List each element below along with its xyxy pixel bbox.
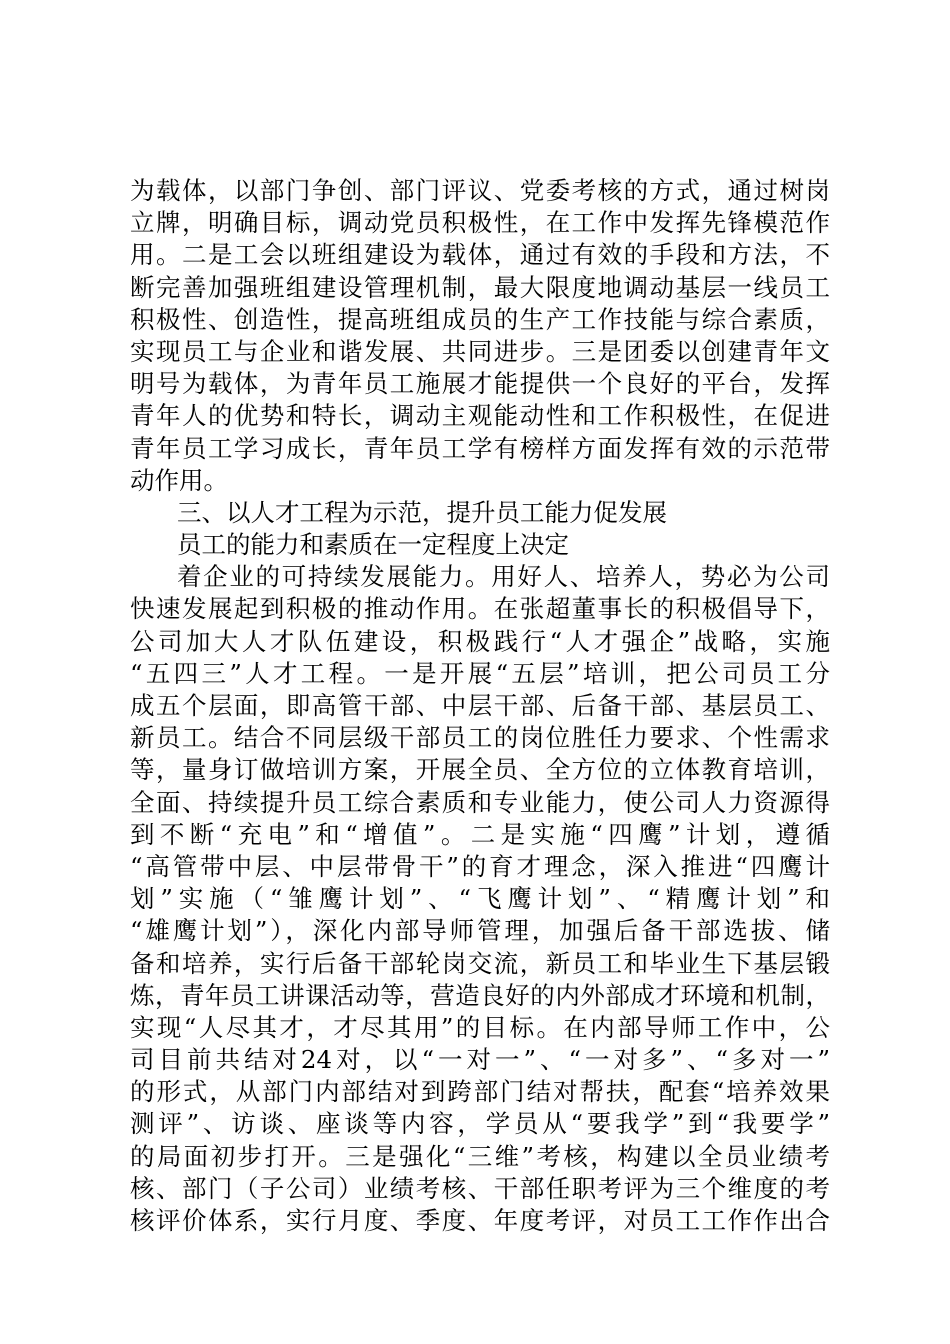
text-line: 着企业的可持续发展能力。用好人、培养人，势必为公司: [177, 562, 830, 592]
text-line: 划”实施（“雏鹰计划”、“飞鹰计划”、“精鹰计划”和: [130, 884, 830, 914]
text-line: 等，量身订做培训方案，开展全员、全方位的立体教育培训，: [130, 755, 830, 785]
text-line: “雄鹰计划”），深化内部导师管理，加强后备干部选拔、储: [130, 916, 830, 946]
text-line: 用。二是工会以班组建设为载体，通过有效的手段和方法，不: [130, 240, 830, 270]
text-line: 青年人的优势和特长，调动主观能动性和工作积极性，在促进: [130, 401, 830, 431]
text-line: 核评价体系，实行月度、季度、年度考评，对员工工作作出合: [130, 1206, 830, 1235]
text-line: 新员工。结合不同层级干部员工的岗位胜任力要求、个性需求: [130, 723, 830, 753]
text-line: 备和培养，实行后备干部轮岗交流，新员工和毕业生下基层锻: [130, 948, 830, 978]
text-line: 立牌，明确目标，调动党员积极性，在工作中发挥先锋模范作: [130, 208, 830, 238]
text-line: 核、部门（子公司）业绩考核、干部任职考评为三个维度的考: [130, 1173, 830, 1203]
text-line: 断完善加强班组建设管理机制，最大限度地调动基层一线员工: [130, 272, 830, 302]
text-line: 积极性、创造性，提高班组成员的生产工作技能与综合素质，: [130, 304, 830, 334]
text-line: 炼，青年员工讲课活动等，营造良好的内外部成才环境和机制，: [130, 980, 830, 1010]
text-line: 员工的能力和素质在一定程度上决定: [177, 530, 569, 560]
text-line: 测评”、访谈、座谈等内容，学员从“要我学”到“我要学”: [130, 1109, 830, 1139]
text-line: 到不断“充电”和“增值”。二是实施“四鹰”计划，遵循: [130, 819, 830, 849]
text-line: 青年员工学习成长，青年员工学有榜样方面发挥有效的示范带: [130, 433, 830, 463]
body-text: [130, 175, 830, 1237]
text-line: 全面、持续提升员工综合素质和专业能力，使公司人力资源得: [130, 787, 830, 817]
text-line: 的局面初步打开。三是强化“三维”考核，构建以全员业绩考: [130, 1141, 830, 1171]
text-line: 司目前共结对24对，以“一对一”、“一对多”、“多对一”: [130, 1045, 830, 1075]
section-heading: 三、以人才工程为示范，提升员工能力促发展: [177, 497, 667, 527]
text-line: 的形式，从部门内部结对到跨部门结对帮扶，配套“培养效果: [130, 1077, 830, 1107]
text-line: 明号为载体，为青年员工施展才能提供一个良好的平台，发挥: [130, 369, 830, 399]
text-line: “五四三”人才工程。一是开展“五层”培训，把公司员工分: [130, 658, 830, 688]
text-line: “高管带中层、中层带骨干”的育才理念，深入推进“四鹰计: [130, 851, 830, 881]
text-line: 为载体，以部门争创、部门评议、党委考核的方式，通过树岗: [130, 176, 830, 205]
text-line: 成五个层面，即高管干部、中层干部、后备干部、基层员工、: [130, 691, 830, 720]
text-line: 快速发展起到积极的推动作用。在张超董事长的积极倡导下，: [130, 594, 830, 624]
text-line: 公司加大人才队伍建设，积极践行“人才强企”战略，实施: [130, 626, 830, 656]
text-line: 动作用。: [130, 465, 228, 495]
text-line: 实现员工与企业和谐发展、共同进步。三是团委以创建青年文: [130, 336, 830, 366]
text-line: 实现“人尽其才，才尽其用”的目标。在内部导师工作中，公: [130, 1012, 830, 1042]
